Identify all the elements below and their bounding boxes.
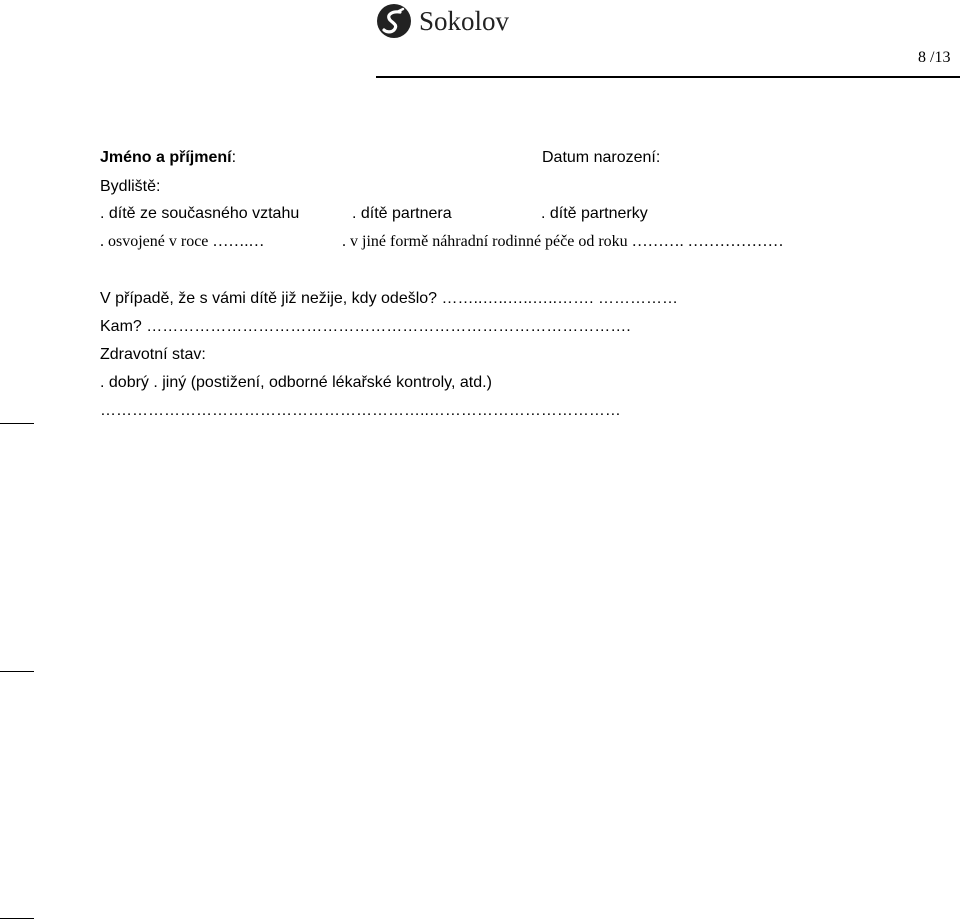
name-label: Jméno a příjmení: [100,149,237,166]
header-rule [376,76,960,78]
birth-date-label: Datum narození: [542,149,661,166]
option-partner-child: . dítě partnera [352,205,452,222]
option-partner-female-child: . dítě partnerky [541,205,648,222]
margin-mark [0,671,34,672]
health-label: Zdravotní stav: [100,346,206,363]
page-number: 8 /13 [918,49,951,66]
sokolov-logo [376,2,509,40]
margin-mark [0,423,34,424]
health-options: . dobrý . jiný (postižení, odborné lékařské kontroly, atd.) [100,374,492,391]
margin-mark [0,918,34,919]
logo-text: Sokolov [419,6,510,36]
where-question: Kam? ………………………………………………………………………………. [100,318,631,335]
sokolov-logo-icon [376,3,412,39]
dotted-line: ……………………………………………………..……………………………… [100,402,621,419]
option-adopted: . osvojené v roce …….… [100,233,265,250]
option-current-relationship: . dítě ze současného vztahu [100,205,300,222]
option-foster-care: . v jiné formě náhradní rodinné péče od roku ………. ……………… [342,233,784,250]
residence-label: Bydliště: [100,178,161,195]
deceased-question: V případě, že s vámi dítě již nežije, kdy odešlo? ……..…..…..…..……. …………… [100,290,678,307]
